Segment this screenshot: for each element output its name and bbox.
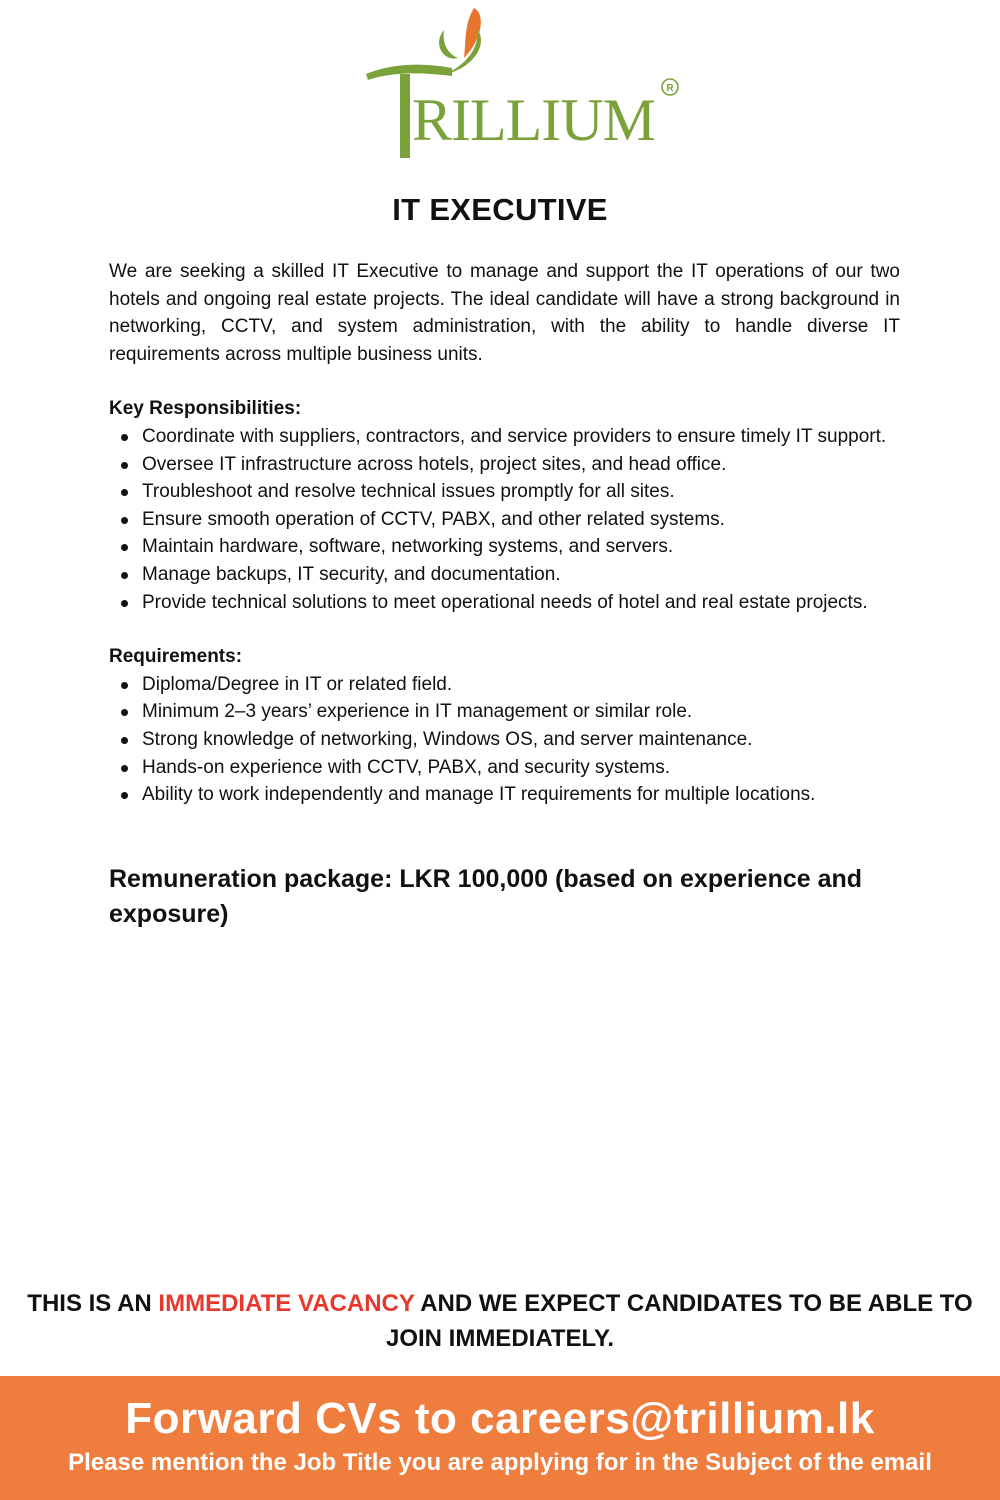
subject-line-note: Please mention the Job Title you are applying for in the Subject of the email — [68, 1449, 932, 1476]
list-item: Manage backups, IT security, and documentation. — [109, 561, 900, 589]
list-item: Provide technical solutions to meet operational needs of hotel and real estate projects. — [109, 589, 900, 617]
list-item: Ability to work independently and manage IT requirements for multiple locations. — [109, 781, 900, 809]
logo-green-leaf-icon — [439, 30, 458, 59]
list-item: Maintain hardware, software, networking systems, and servers. — [109, 533, 900, 561]
list-item: Hands-on experience with CCTV, PABX, and security systems. — [109, 754, 900, 782]
list-item: Troubleshoot and resolve technical issues promptly for all sites. — [109, 478, 900, 506]
remuneration-package: Remuneration package: LKR 100,000 (based on experience and exposure) — [109, 864, 863, 928]
immediate-vacancy-notice — [0, 1286, 1000, 1356]
requirements-heading: Requirements: — [109, 646, 243, 668]
list-item: Coordinate with suppliers, contractors, and service providers to ensure timely IT support. — [109, 423, 900, 451]
footer-banner — [0, 1376, 1000, 1500]
requirements-list — [109, 671, 900, 809]
job-title: IT EXECUTIVE — [392, 192, 608, 227]
list-item: Ensure smooth operation of CCTV, PABX, and other related systems. — [109, 506, 900, 534]
list-item: Oversee IT infrastructure across hotels, project sites, and head office. — [109, 451, 900, 479]
svg-text:R: R — [666, 83, 674, 94]
notice-text-start: THIS IS AN — [27, 1290, 159, 1317]
forward-cvs-cta: Forward CVs to careers@trillium.lk — [125, 1394, 875, 1443]
notice-text-end: AND WE EXPECT CANDIDATES TO BE ABLE TO JOIN IMMEDIATELY. — [385, 1290, 973, 1352]
intro-paragraph: We are seeking a skilled IT Executive to manage and support the IT operations of our two hotels and ongoing real estate projects. The ideal candidate will have a strong background in networking, CCTV, and system administration, with the ability to handle diverse IT requirements across multiple business units. — [109, 261, 900, 365]
list-item: Diploma/Degree in IT or related field. — [109, 671, 900, 699]
immediate-vacancy-highlight: IMMEDIATE VACANCY — [158, 1290, 415, 1317]
list-item: Strong knowledge of networking, Windows OS, and server maintenance. — [109, 726, 900, 754]
responsibilities-list — [109, 423, 900, 616]
list-item: Minimum 2–3 years’ experience in IT management or similar role. — [109, 698, 900, 726]
logo-t-stem — [400, 74, 410, 158]
logo-wordmark: RILLIUM — [412, 87, 655, 153]
trillium-logo — [360, 0, 690, 170]
responsibilities-heading: Key Responsibilities: — [109, 398, 302, 420]
job-description — [109, 258, 900, 932]
trillium-logo-graphic — [360, 0, 690, 170]
